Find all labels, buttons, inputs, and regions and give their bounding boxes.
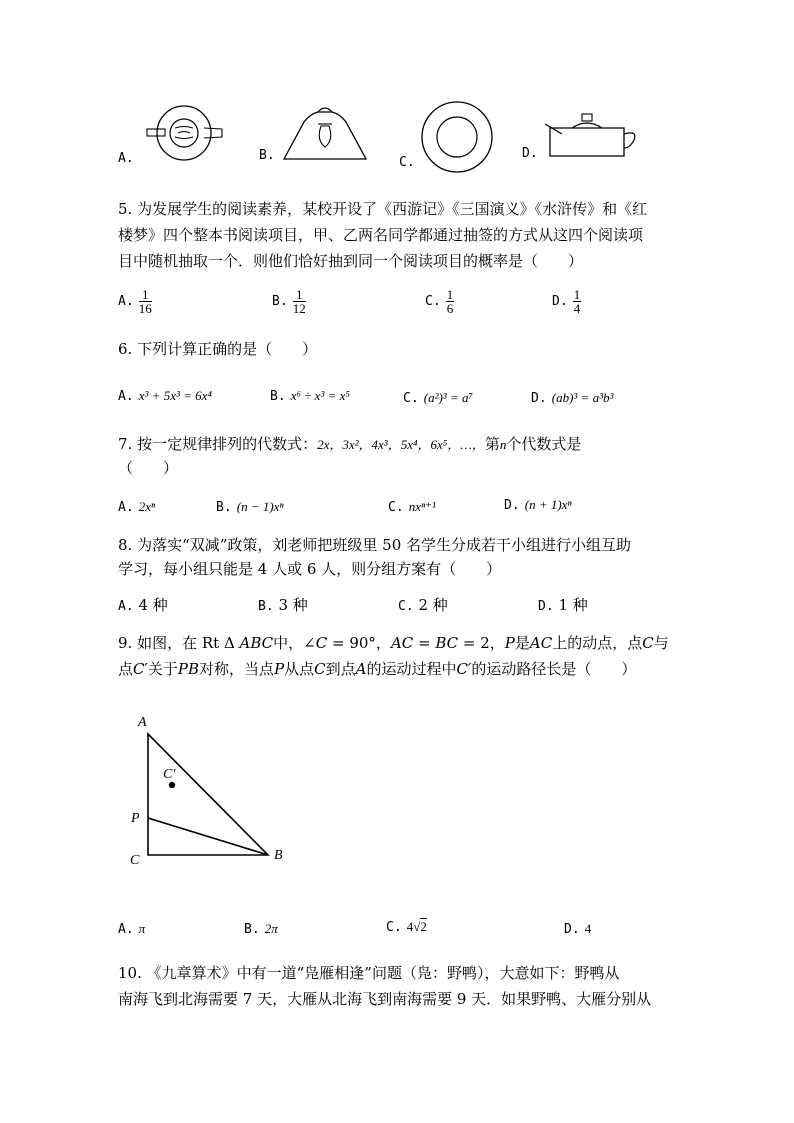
q9-text-1d: C [315,634,328,652]
q5-option-c-numerator: 1 [446,287,454,302]
q9-option-b[interactable] [244,918,278,937]
q6-option-c-label: C. [403,391,419,406]
q9-text-2b: C′ [133,660,148,678]
q7-option-d-expr: (n + 1)xⁿ [524,497,572,512]
q5-option-b[interactable] [272,288,306,315]
q5-stem-line1: 5. 为发展学生的阅读素养，某校开设了《西游记》《三国演义》《水浒传》和《红 [118,200,648,218]
q6-option-d[interactable] [531,387,613,406]
q4-option-d-figure [542,104,642,164]
label-p: P [131,811,140,826]
q8-option-d-label: D. [538,599,554,614]
q9-option-c-label: C. [386,920,402,935]
q5-option-b-label: B. [272,294,288,309]
q9-text-1e: = 90°， [327,634,391,652]
q4-option-c-figure [420,100,500,176]
q9-text-1j: AC [529,634,553,652]
q8-option-b-text: 3 种 [278,596,308,614]
q4-option-c-label: C. [399,155,415,170]
q4-option-a-label: A. [118,151,134,166]
q9-option-a-label: A. [118,922,134,937]
q6-option-d-expr: (ab)³ = a³b³ [551,390,614,405]
q4-option-b-label: B. [259,148,275,163]
q8-option-a-text: 4 种 [138,596,168,614]
label-c-prime: C′ [163,767,176,782]
q6-option-b-label: B. [270,389,286,404]
q9-option-d-label: D. [564,922,580,937]
q9-text-2m: 的运动路径长是（ ） [471,660,637,678]
q7-option-d-label: D. [504,498,520,513]
q9-text-1f: AC = BC [390,634,459,652]
q9-text-1c: 中，∠ [273,634,316,652]
q9-text-2c: 关于 [147,660,178,678]
q9-stem-line1 [118,630,669,656]
q8-option-d[interactable] [538,592,588,620]
q7-option-a[interactable] [118,496,155,515]
q6-option-b-expr: x⁶ ÷ x³ = x⁵ [290,388,350,403]
q7-option-c-label: C. [388,500,404,515]
q9-option-d[interactable] [564,918,591,937]
q7-stem-b: 第 [484,435,500,453]
q9-option-b-expr: 2π [264,921,278,936]
q8-stem-line2: 学习，每小组只能是 4 人或 6 人，则分组方案有（ ） [118,560,502,578]
q5-option-b-numerator: 1 [293,288,306,302]
q9-text-2l: C′ [456,660,472,678]
q8-option-a[interactable] [118,592,168,620]
q7-sequence: 2x，3x²，4x³，5x⁴，6x⁵，…， [317,437,485,452]
q7-option-b[interactable] [216,496,284,515]
q5-option-b-denominator: 12 [292,301,306,316]
q9-option-c[interactable] [386,916,427,935]
q6-option-b[interactable] [270,385,350,404]
q8-option-b[interactable] [258,592,308,620]
q8-stem-line1: 8. 为落实“双减”政策，刘老师把班级里 50 名学生分成若干小组进行小组互助 [118,536,632,554]
q9-text-2h: C [314,660,326,678]
q6-option-d-label: D. [531,391,547,406]
q5-option-d[interactable] [552,288,581,315]
q5-option-d-label: D. [552,294,568,309]
q6-option-a-label: A. [118,389,134,404]
q5-option-c-fraction [446,288,455,315]
q9-option-b-label: B. [244,922,260,937]
q9-text-1l: C [642,634,654,652]
q7-option-b-label: B. [216,500,232,515]
label-b: B [274,848,283,863]
q6-option-a[interactable] [118,385,212,404]
q9-stem-line2 [118,656,636,682]
q7-stem-line2: （ ） [118,459,179,477]
q8-option-d-text: 1 种 [558,596,588,614]
q5-option-d-numerator: 1 [573,287,581,302]
q8-option-a-label: A. [118,599,134,614]
label-a: A [138,715,147,730]
q9-text-2k: 的运动过程中 [366,660,457,678]
label-c: C [130,853,140,868]
q9-text-2e: 对称，当点 [199,660,275,678]
q9-text-1k: 上的动点，点 [552,634,643,652]
sqrt-icon: √ [413,919,421,934]
q8-option-b-label: B. [258,599,274,614]
q9-text-1h: P [504,634,515,652]
q5-stem-line2: 楼梦》四个整本书阅读项目，甲、乙两名同学都通过抽签的方式从这四个阅读项 [118,226,644,244]
q5-option-a[interactable] [118,288,152,315]
q9-option-a[interactable] [118,918,145,937]
q9-option-c-radicand: 2 [420,919,427,934]
q7-stem-c: 个代数式是 [506,435,582,453]
q9-text-1m: 与 [653,634,669,652]
q5-option-c-label: C. [425,294,441,309]
q5-option-a-denominator: 16 [138,301,152,316]
q7-option-a-expr: 2xⁿ [138,499,156,514]
q8-option-c[interactable] [398,592,448,620]
q7-stem-a: 7. 按一定规律排列的代数式： [118,435,318,453]
q5-option-c-denominator: 6 [446,301,454,316]
q6-stem: 6. 下列计算正确的是（ ） [118,340,318,358]
q5-option-d-fraction [573,288,582,315]
q7-option-c-expr: nxⁿ⁺¹ [408,499,436,514]
q5-option-b-fraction [293,288,306,315]
q9-text-1b: ABC [239,634,274,652]
q6-option-a-expr: x³ + 5x³ = 6x⁴ [138,388,212,403]
q9-text-2f: P [274,660,285,678]
q9-text-1i: 是 [514,634,530,652]
q5-option-a-numerator: 1 [139,288,152,302]
q7-option-c[interactable] [388,496,436,515]
q9-text-1a: 9. 如图，在 Rt Δ [118,634,240,652]
q4-option-a-figure [142,102,252,172]
q6-option-c[interactable] [403,387,473,406]
q5-stem-line3: 目中随机抽取一个．则他们恰好抽到同一个阅读项目的概率是（ ） [118,252,584,270]
q9-option-d-expr: 4 [584,921,592,936]
q7-option-a-label: A. [118,500,134,515]
q10-stem-line2: 南海飞到北海需要 7 天，大雁从北海飞到南海需要 9 天．如果野鸭、大雁分别从 [118,990,652,1008]
q4-option-d-label: D. [522,146,538,161]
q9-text-2i: 到点 [325,660,356,678]
q9-triangle-figure [120,708,300,868]
q9-text-2a: 点 [118,660,134,678]
q7-option-b-expr: (n − 1)xⁿ [236,499,284,514]
point-c-prime [169,782,175,788]
q6-option-c-expr: (a²)³ = a⁷ [423,390,473,405]
q9-text-2j: A [355,660,367,678]
q9-option-a-expr: π [138,921,146,936]
q9-text-2d: PB [177,660,200,678]
q8-option-c-text: 2 种 [418,596,448,614]
q9-text-1g: = 2， [458,634,505,652]
q4-option-b-figure [280,102,370,166]
q7-n: n [499,437,507,452]
q10-stem-line1: 10. 《九章算术》中有一道“凫雁相逢”问题（凫：野鸭），大意如下：野鸭从 [118,964,620,982]
q5-option-d-denominator: 4 [573,301,581,316]
q7-stem-line1 [118,431,581,458]
q8-option-c-label: C. [398,599,414,614]
q5-option-a-fraction [139,288,152,315]
q5-option-a-label: A. [118,294,134,309]
q5-option-c[interactable] [425,288,454,315]
q9-option-c-coefficient: 4 [406,919,414,934]
q7-option-d[interactable] [504,494,572,513]
q9-text-2g: 从点 [284,660,315,678]
